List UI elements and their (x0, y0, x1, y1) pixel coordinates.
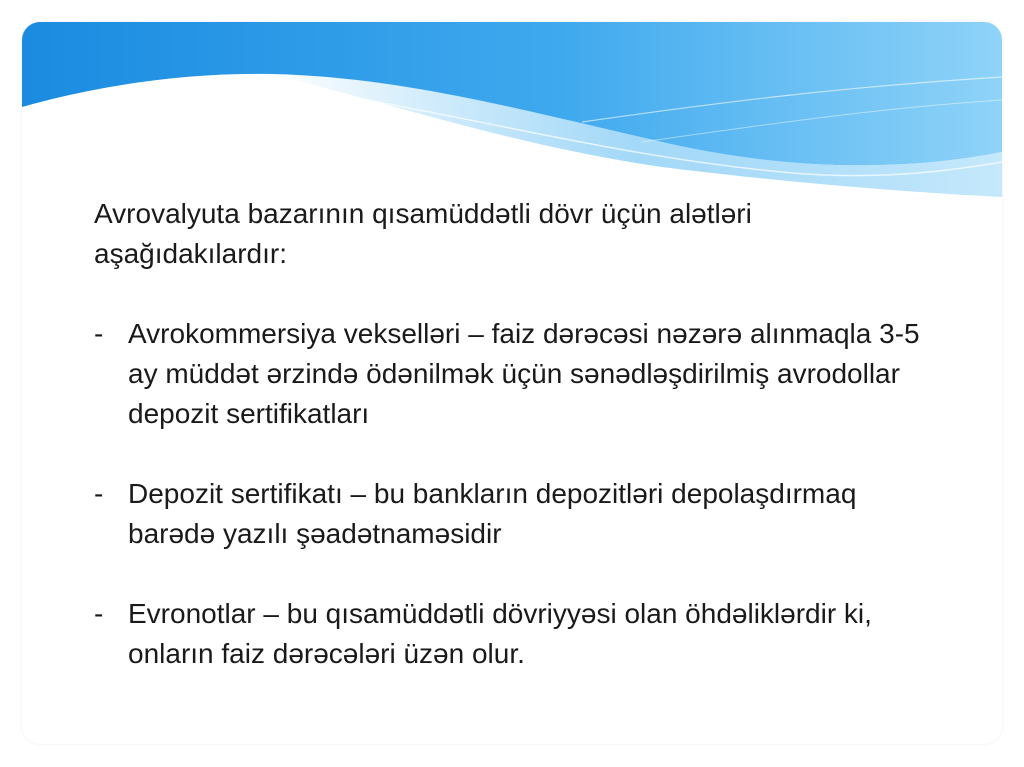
slide-content (94, 194, 934, 674)
wave-banner (22, 22, 1002, 212)
bullet-item (94, 474, 934, 554)
bullet-text: Avrokommersiya veksellәri – faiz dərəcəsi nəzərə alınmaqla 3-5 ay müddət ərzində ödənilmək üçün sənədləşdirilmiş avrodollar depozit sertifikatları (128, 318, 920, 429)
bullet-marker: - (94, 318, 104, 349)
bullet-text: Evronotlar – bu qısamüddətli dövriyyəsi olan öhdəliklərdir ki, onların faiz dərəcələri üzən olur. (128, 598, 872, 669)
bullet-text: Depozit sertifikatı – bu bankların depozitləri depolaşdırmaq barədə yazılı şəadətnaməsidir (128, 478, 857, 549)
slide-intro: Avrovalyuta bazarının qısamüddətli dövr üçün alətləri aşağıdakılardır: (94, 198, 752, 269)
slide-card (22, 22, 1002, 744)
bullet-item (94, 594, 934, 674)
bullet-item (94, 314, 934, 434)
wave-main (22, 22, 1002, 165)
bullet-marker: - (94, 478, 104, 509)
bullet-marker: - (94, 598, 104, 629)
